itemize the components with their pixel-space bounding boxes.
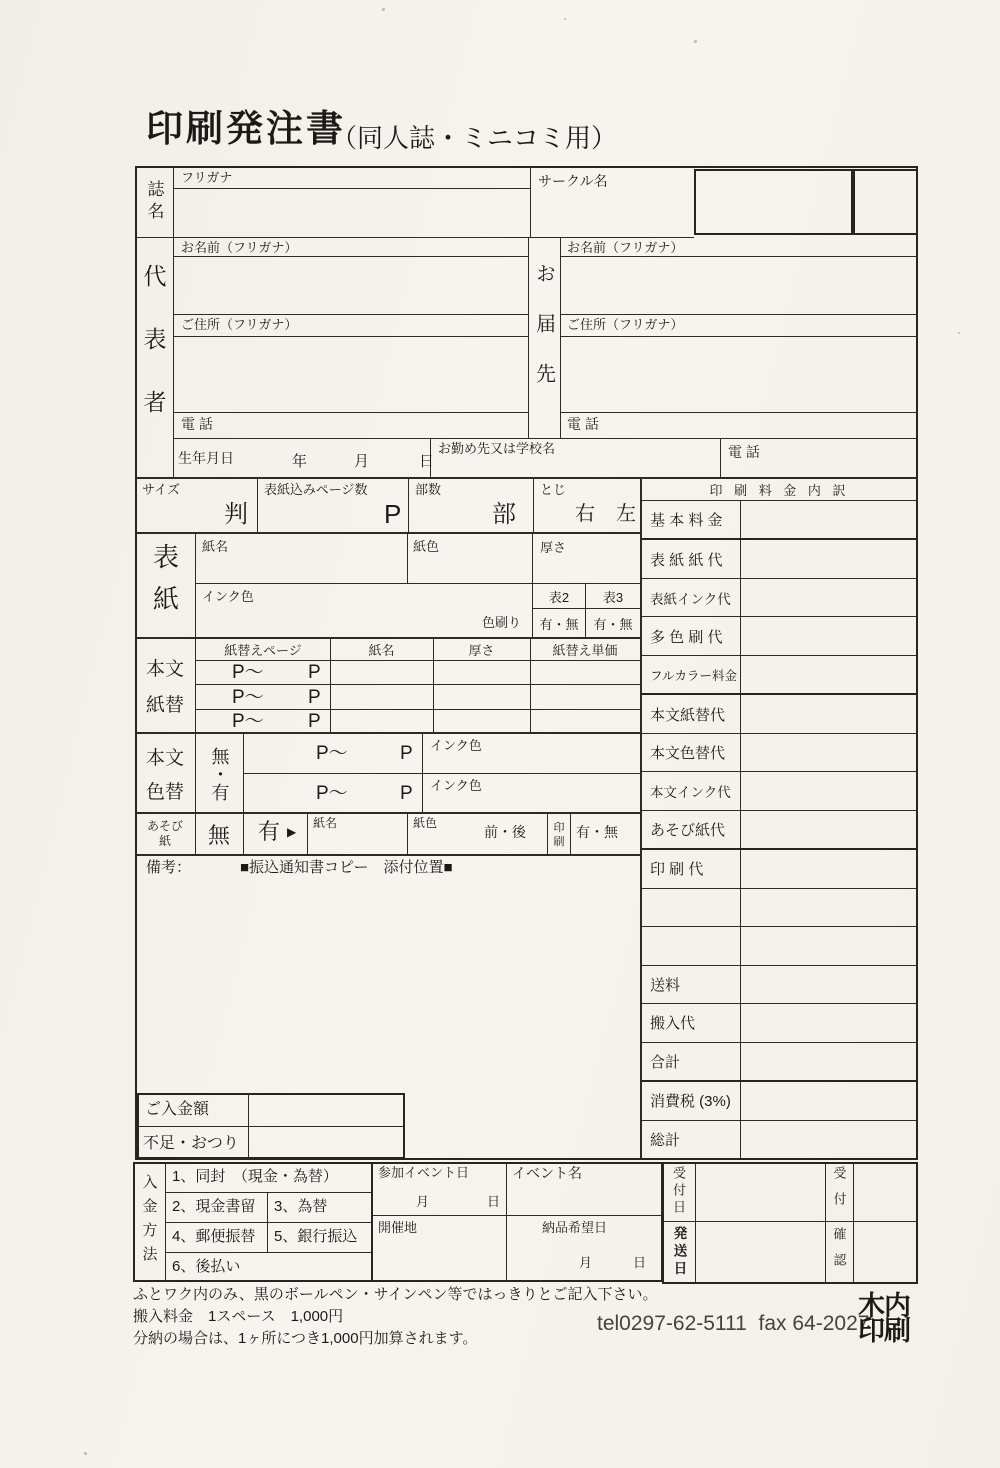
color-print-label: 色刷り	[482, 615, 522, 630]
rep-address-label: ご住所（フリガナ）	[181, 317, 298, 332]
divider	[257, 479, 258, 533]
scan-speck	[958, 332, 960, 334]
divider	[560, 336, 918, 337]
size-label: サイズ	[142, 482, 180, 497]
fee-label: 送料	[642, 966, 741, 1003]
body-color-toggle	[196, 734, 243, 813]
fee-row	[642, 579, 917, 617]
insert-none-text: 無	[207, 823, 230, 848]
page-range-from-3: P～	[232, 711, 264, 732]
day-label: 日	[419, 453, 435, 470]
insert-yes: 有	[258, 819, 281, 844]
footer-note-3: 分納の場合は、1ヶ所につき1,000円加算されます。	[133, 1330, 478, 1347]
payment-option-3: 3、為替	[274, 1198, 328, 1215]
page-range-from-1: P～	[232, 662, 264, 683]
insert-print-label	[548, 814, 570, 855]
divider	[173, 238, 174, 478]
fee-value-cell	[741, 579, 917, 616]
fee-value-cell	[741, 734, 917, 771]
scan-speck	[564, 18, 566, 20]
body-paper-line2: 紙替	[145, 694, 184, 716]
body-color-toggle-text: 無・有	[209, 746, 230, 801]
fee-label	[642, 889, 741, 926]
fee-row	[642, 1004, 917, 1042]
divider	[135, 854, 640, 856]
footer-note-1: ふとワク内のみ、黒のボールペン・サインペン等ではっきりとご記入下さい。	[133, 1286, 658, 1303]
page-range-to-2: P	[308, 687, 321, 708]
fee-label: 総計	[642, 1121, 741, 1158]
paper-change-unit-label	[530, 639, 640, 660]
event-name-label: イベント名	[512, 1165, 582, 1181]
cover-paper-color-label: 紙色	[413, 539, 440, 554]
body-paper-change-label	[135, 638, 195, 732]
divider	[173, 314, 528, 315]
fee-row	[642, 850, 917, 888]
ship-date-label	[662, 1221, 695, 1284]
form-title-sub: （同人誌・ミニコミ用）	[331, 123, 618, 153]
fee-label: フルカラー料金	[642, 656, 741, 693]
payment-option-4: 4、郵便振替	[172, 1228, 256, 1245]
workplace-label: お勤め先又は学校名	[438, 441, 556, 456]
furigana-label: フリガナ	[181, 170, 233, 185]
workplace-phone-label: 電 話	[728, 444, 760, 460]
fee-label: 消費税 (3%)	[642, 1082, 741, 1119]
divider	[662, 1162, 918, 1284]
binding-right: 右	[575, 503, 595, 525]
accept-stamp-label	[825, 1162, 853, 1221]
cover-text: 表紙	[149, 543, 180, 627]
divider	[533, 479, 534, 533]
divider	[373, 1215, 661, 1216]
event-month-label: 月	[416, 1194, 430, 1209]
fee-label	[642, 927, 741, 964]
booklet-name-text: 誌名	[144, 180, 164, 224]
fee-row	[642, 540, 917, 578]
divider	[853, 1164, 854, 1282]
divider	[166, 1222, 372, 1223]
divider	[506, 1164, 507, 1280]
delivery-name-label: お名前（フリガナ）	[567, 240, 684, 255]
fee-value-cell	[741, 811, 917, 848]
remarks-note: ■振込通知書コピー 添付位置■	[240, 859, 453, 876]
divider	[560, 314, 918, 315]
fee-label: 本文インク代	[642, 772, 741, 809]
fee-label: 合計	[642, 1043, 741, 1080]
divider	[166, 1252, 372, 1253]
event-day-label: 日	[487, 1194, 501, 1209]
insert-none	[195, 814, 243, 855]
birthdate-label: 生年月日	[178, 450, 234, 466]
delivery-month-label: 月	[579, 1255, 593, 1270]
divider	[135, 532, 640, 534]
delivery-text: お届先	[532, 263, 555, 413]
divider	[530, 166, 531, 238]
fee-row	[642, 811, 917, 850]
pages-label: 表紙込みページ数	[264, 482, 368, 497]
payment-option-2: 2、現金書留	[172, 1198, 256, 1215]
scan-speck	[694, 40, 697, 43]
front3-text: 表3	[602, 589, 624, 605]
divider	[173, 188, 530, 189]
front-back-label: 前・後	[484, 824, 526, 840]
fee-value-cell	[741, 772, 917, 809]
payment-method-label	[133, 1162, 165, 1282]
printer-logo	[850, 1291, 918, 1346]
footer-note-2: 搬入料金 1スペース 1,000円	[133, 1308, 344, 1325]
page-range-from-2: P～	[232, 687, 264, 708]
insert-print-line2: 刷	[553, 835, 565, 848]
delivery-day-label: 日	[633, 1255, 647, 1270]
front2-text: 表2	[548, 589, 570, 605]
divider	[560, 238, 561, 438]
copies-label: 部数	[415, 482, 442, 497]
divider	[173, 438, 918, 439]
fee-label: 表 紙 紙 代	[642, 540, 741, 577]
front2-options	[533, 610, 585, 636]
copies-unit: 部	[492, 501, 516, 528]
fee-table-header-text: 印 刷 料 金 内 訳	[709, 483, 850, 498]
fee-table	[642, 501, 917, 1158]
year-label: 年	[292, 453, 308, 470]
body-paper-line1: 本文	[145, 658, 184, 680]
office-use-box-2	[853, 169, 918, 235]
body-color-line2: 色替	[145, 781, 184, 803]
fee-label: 表紙インク代	[642, 579, 741, 616]
insert-paper-line1: あそび	[146, 819, 183, 833]
divider	[570, 814, 571, 855]
paper-change-name-label	[330, 639, 433, 660]
fee-label: 印 刷 代	[642, 850, 741, 887]
divider	[407, 534, 408, 583]
confirm-stamp-label	[825, 1221, 853, 1284]
size-unit: 判	[224, 501, 248, 528]
binding-label: とじ	[540, 482, 567, 497]
printer-logo-line1: 木内	[858, 1291, 910, 1321]
fee-value-cell	[741, 850, 917, 887]
fee-row	[642, 772, 917, 810]
circle-name-label: サークル名	[538, 173, 608, 189]
pages-unit: P	[384, 499, 402, 529]
month-label: 月	[354, 453, 370, 470]
divider	[173, 412, 528, 413]
cover-label	[135, 533, 195, 637]
fee-table-header	[641, 479, 918, 500]
divider	[173, 166, 174, 238]
event-date-label: 参加イベント日	[378, 1165, 470, 1180]
rep-name-label: お名前（フリガナ）	[181, 240, 298, 255]
fee-row	[642, 927, 917, 965]
fee-row	[642, 966, 917, 1004]
fee-value-cell	[741, 1043, 917, 1080]
fee-row	[642, 656, 917, 695]
insert-paper-line2: 紙	[158, 834, 171, 848]
fee-row	[642, 1121, 917, 1158]
insert-print-options: 有・無	[576, 824, 618, 840]
rep-phone-label: 電 話	[181, 416, 213, 432]
paper-change-thickness-text: 厚さ	[468, 643, 495, 658]
representative-label	[135, 238, 173, 478]
representative-text: 代表者	[140, 263, 167, 453]
divider	[560, 412, 918, 413]
paper-change-unit-text: 紙替え単価	[552, 643, 618, 658]
divider	[307, 814, 308, 855]
divider	[173, 336, 528, 337]
payment-method-text: 入金方法	[140, 1174, 158, 1270]
divider	[195, 534, 196, 638]
fee-value-cell	[741, 1121, 917, 1158]
color-range-to-1: P	[400, 743, 413, 764]
divider	[408, 479, 409, 533]
remarks-label: 備考：	[146, 859, 192, 876]
binding-left: 左	[616, 503, 636, 525]
divider	[243, 814, 244, 855]
fee-value-cell	[741, 889, 917, 926]
insert-paper-name-label: 紙名	[313, 816, 338, 830]
divider	[695, 1164, 696, 1282]
insert-paper-label	[135, 813, 195, 855]
change-label: 不足・おつり	[143, 1135, 239, 1152]
divider	[407, 814, 408, 855]
fee-label: 基 本 料 金	[642, 501, 741, 538]
fee-row	[642, 695, 917, 733]
front3-label	[586, 584, 640, 608]
fee-label: あそび紙代	[642, 811, 741, 848]
divider	[532, 608, 640, 609]
fee-value-cell	[741, 695, 917, 732]
front3-options-text: 有・無	[593, 616, 633, 632]
scan-speck	[382, 8, 385, 11]
fee-row	[642, 1043, 917, 1082]
fee-label: 多 色 刷 代	[642, 617, 741, 654]
payment-option-1: 1、同封 （現金・為替）	[172, 1168, 338, 1185]
fee-value-cell	[741, 1082, 917, 1119]
paper-change-page-text: 紙替えページ	[224, 643, 302, 658]
divider	[664, 1221, 916, 1222]
fee-row	[642, 617, 917, 655]
confirm-stamp-text: 確認	[831, 1226, 847, 1279]
fee-row	[642, 889, 917, 927]
fee-value-cell	[741, 617, 917, 654]
divider	[243, 773, 640, 774]
accept-stamp-text: 受付	[831, 1165, 847, 1218]
front2-options-text: 有・無	[539, 616, 579, 632]
booklet-name-label	[135, 166, 173, 238]
payment-option-5: 5、銀行振込	[274, 1228, 358, 1245]
form-title: 印刷発注書	[146, 108, 346, 149]
divider	[135, 237, 694, 238]
payment-option-6: 6、後払い	[172, 1258, 241, 1275]
fee-row	[642, 734, 917, 772]
fee-label: 本文紙替代	[642, 695, 741, 732]
fee-value-cell	[741, 927, 917, 964]
delivery-label	[528, 238, 560, 438]
divider	[139, 1126, 403, 1127]
delivery-date-label: 納品希望日	[542, 1220, 608, 1235]
fee-value-cell	[741, 540, 917, 577]
paid-amount-label: ご入金額	[145, 1101, 210, 1118]
office-use-box-1	[694, 169, 853, 235]
fee-value-cell	[741, 501, 917, 538]
scan-speck	[84, 1452, 87, 1455]
color-range-to-2: P	[400, 783, 413, 804]
fee-label: 搬入代	[642, 1004, 741, 1041]
fee-label: 本文色替代	[642, 734, 741, 771]
fee-value-cell	[741, 656, 917, 693]
fee-row	[642, 501, 917, 540]
insert-paper-color-label: 紙色	[413, 816, 438, 830]
color-range-from-1: P～	[316, 743, 348, 764]
ship-date-text: 発送日	[671, 1226, 687, 1279]
page-range-to-3: P	[308, 711, 321, 732]
body-color-line1: 本文	[145, 747, 184, 769]
venue-label: 開催地	[378, 1220, 418, 1235]
color-ink-label-2: インク色	[430, 778, 482, 793]
color-ink-label-1: インク色	[430, 738, 482, 753]
phone-fax: tel0297-62-5111 fax 64-2027	[597, 1312, 870, 1335]
front3-options	[586, 610, 640, 636]
cover-thickness-label: 厚さ	[540, 540, 567, 555]
cover-ink-label: インク色	[202, 589, 254, 604]
fee-value-cell	[741, 966, 917, 1003]
divider	[720, 438, 721, 478]
delivery-address-label: ご住所（フリガナ）	[567, 317, 684, 332]
fee-row	[642, 1082, 917, 1120]
insert-print-line1: 印	[553, 821, 565, 834]
divider	[267, 1192, 268, 1252]
divider	[166, 1192, 372, 1193]
cover-paper-label: 紙名	[202, 539, 229, 554]
paper-change-thickness-label	[433, 639, 530, 660]
received-date-text: 受付日	[671, 1166, 686, 1217]
paper-change-name-text: 紙名	[368, 643, 395, 658]
received-date-label	[662, 1162, 695, 1221]
paper-change-page-label	[196, 639, 330, 660]
page-range-to-1: P	[308, 662, 321, 683]
printer-logo-line2: 印刷	[858, 1316, 910, 1346]
delivery-phone-label: 電 話	[567, 416, 599, 432]
color-range-from-2: P～	[316, 783, 348, 804]
arrow-right-icon: ▶	[287, 825, 297, 839]
body-color-change-label	[135, 733, 195, 813]
front2-label	[533, 584, 585, 608]
fee-value-cell	[741, 1004, 917, 1041]
